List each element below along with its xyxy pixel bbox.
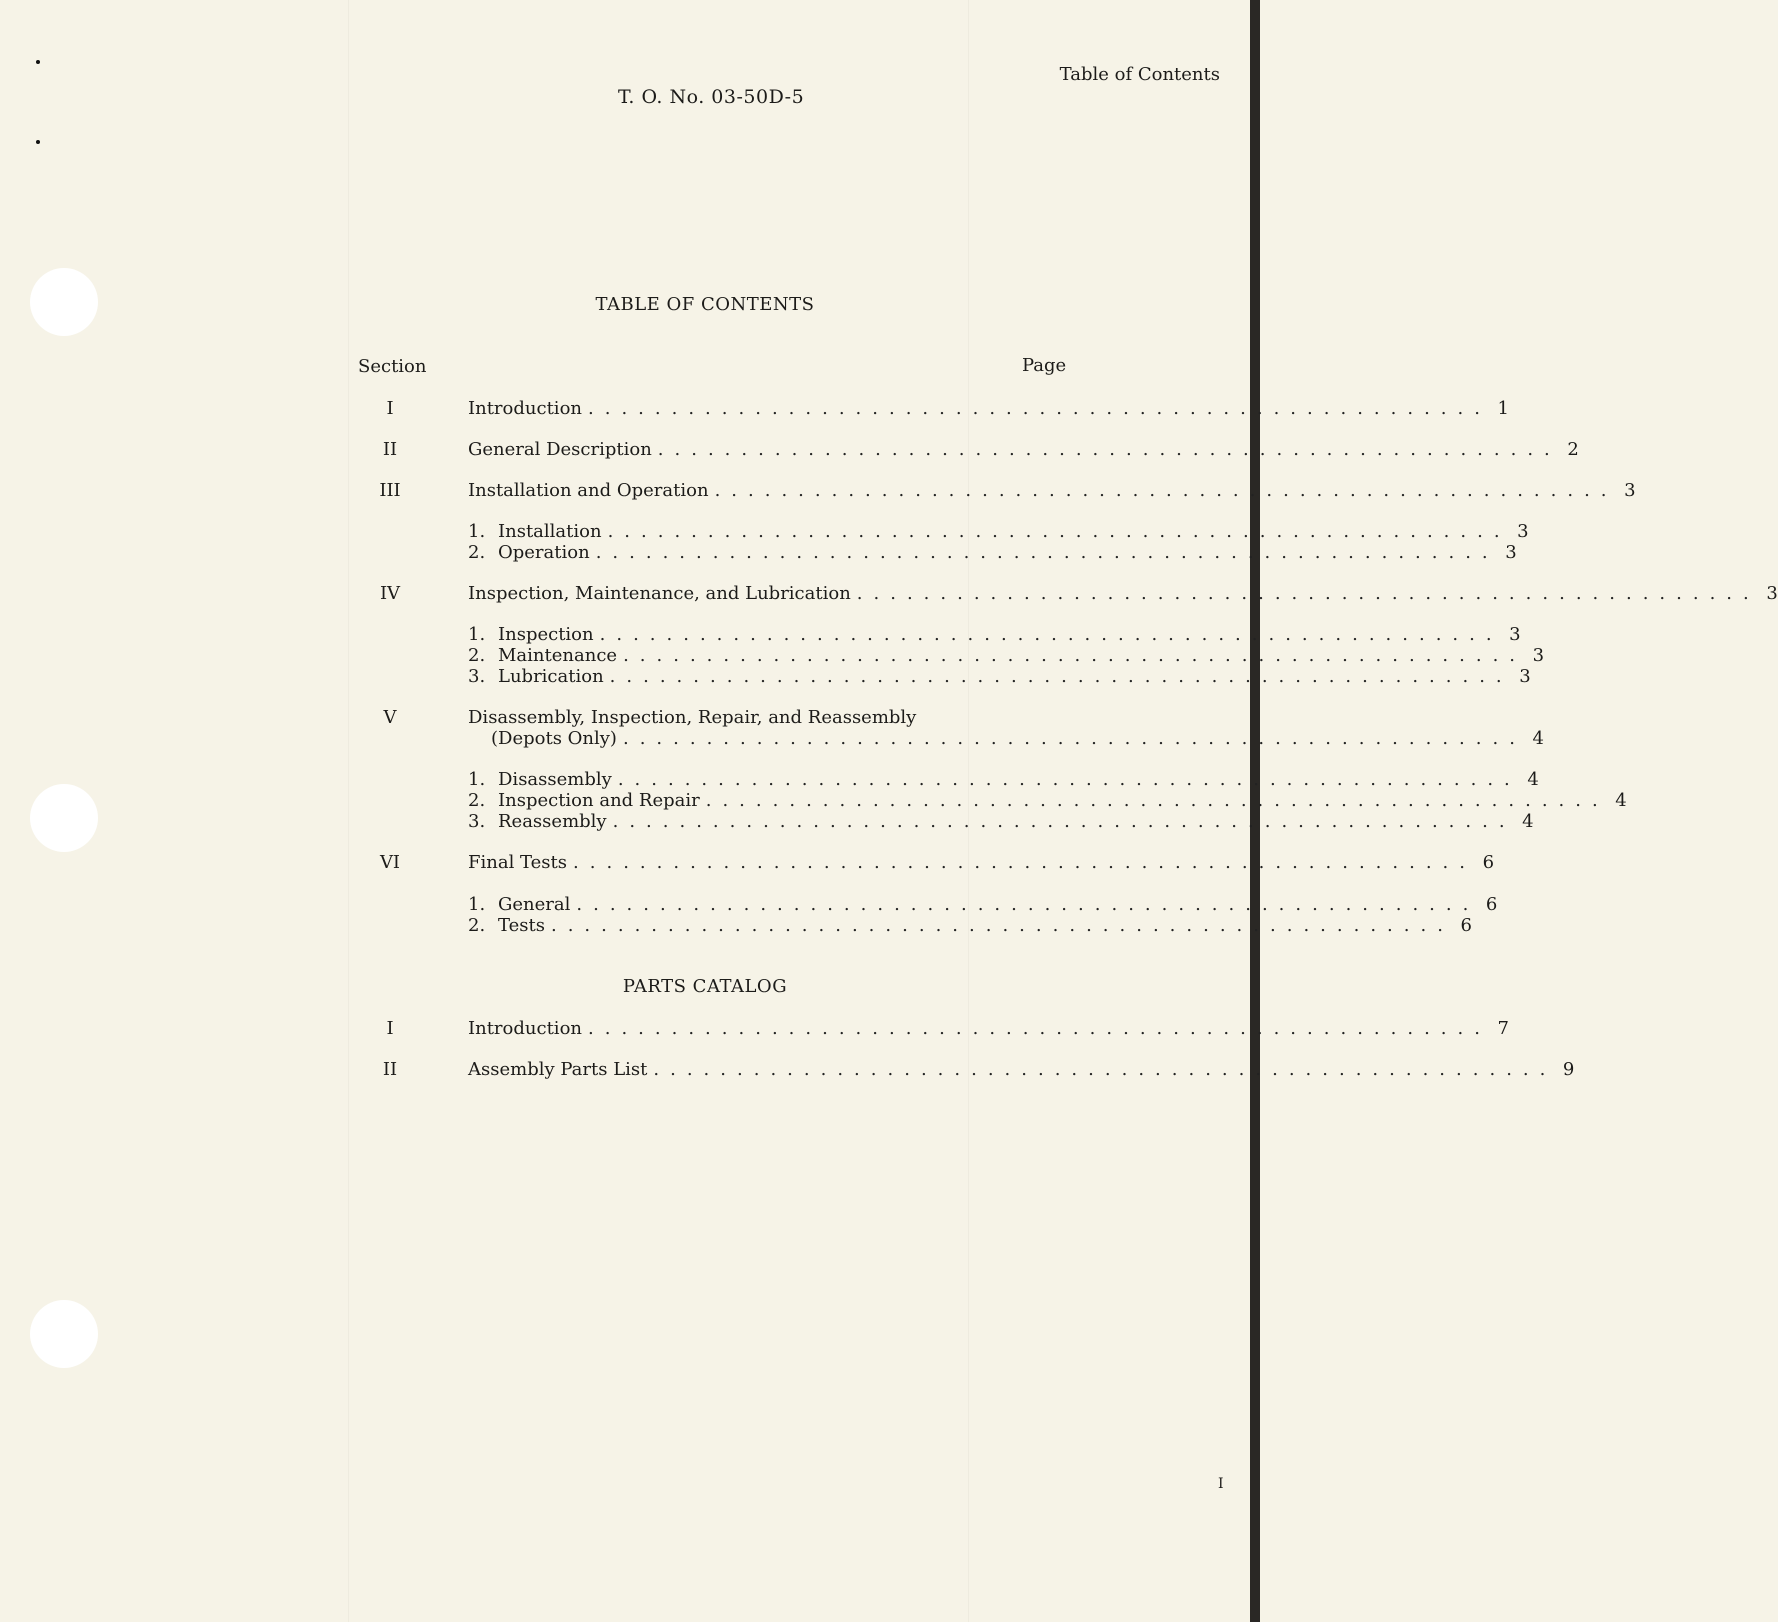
toc-subentry[interactable] <box>468 790 1627 811</box>
toc-entry-title: Inspection, Maintenance, and Lubrication <box>468 583 851 604</box>
toc-subentry-title: Lubrication <box>498 666 604 687</box>
toc-subentry-page: 4 <box>1527 769 1539 790</box>
toc-subentry[interactable] <box>468 666 1531 687</box>
punch-hole <box>30 1300 98 1368</box>
toc-entry-title: Introduction <box>468 1018 582 1039</box>
toc-entry-page: 6 <box>1482 852 1495 873</box>
subentry-number: 2. <box>468 645 486 666</box>
page-column-heading: Page <box>1022 355 1067 376</box>
toc-subentry-title: Maintenance <box>498 645 618 666</box>
subentry-number: 2. <box>468 915 486 936</box>
toc-subentry-title: Inspection <box>498 624 594 645</box>
toc-subentry[interactable] <box>468 894 1498 915</box>
leader-dots: ...................................................... <box>588 398 1491 419</box>
toc-entry-page: 2 <box>1567 439 1579 460</box>
leader-dots: ...................................................... <box>856 583 1760 604</box>
leader-dots: ...................................................... <box>609 666 1513 687</box>
toc-entry[interactable] <box>468 1059 1575 1080</box>
running-head: Table of Contents <box>1059 64 1220 85</box>
toc-subentry-title: Installation <box>498 521 602 542</box>
subentry-number: 2. <box>468 790 486 811</box>
leader-dots: ...................................................... <box>595 542 1499 563</box>
subentry-number: 2. <box>468 542 486 563</box>
toc-entry-page: 3 <box>1624 480 1636 501</box>
toc-entry-title: Introduction <box>468 398 582 419</box>
leader-dots: ...................................................... <box>622 728 1526 749</box>
subentry-number: 1. <box>468 769 486 790</box>
toc-subentry[interactable] <box>468 769 1539 790</box>
toc-subentry[interactable] <box>468 915 1472 936</box>
toc-subentry-page: 6 <box>1485 894 1498 915</box>
leader-dots: ...................................................... <box>576 894 1480 915</box>
leader-dots: ...................................................... <box>550 915 1454 936</box>
scan-speck <box>36 140 40 144</box>
toc-subentry-title: General <box>498 894 571 915</box>
section-number: IV <box>379 583 401 604</box>
toc-entry[interactable] <box>491 728 1544 749</box>
toc-subentry-title: Inspection and Repair <box>498 790 700 811</box>
leader-dots: ...................................................... <box>623 645 1527 666</box>
toc-subentry-page: 3 <box>1519 666 1531 687</box>
leader-dots: ...................................................... <box>653 1059 1557 1080</box>
leader-dots: ...................................................... <box>705 790 1609 811</box>
toc-entry[interactable] <box>468 1018 1509 1039</box>
section-number: V <box>383 707 397 728</box>
toc-entry[interactable] <box>468 398 1509 419</box>
toc-subentry-page: 3 <box>1517 521 1529 542</box>
leader-dots: ...................................................... <box>612 811 1516 832</box>
toc-entry-page: 9 <box>1562 1059 1575 1080</box>
leader-dots: ...................................................... <box>657 439 1561 460</box>
toc-subentry[interactable] <box>468 521 1529 542</box>
toc-subentry[interactable] <box>468 542 1517 563</box>
punch-hole <box>30 784 98 852</box>
toc-entry[interactable] <box>468 583 1778 604</box>
section-number: I <box>386 1018 394 1039</box>
leader-dots: ...................................................... <box>714 480 1618 501</box>
toc-subentry-title: Tests <box>498 915 545 936</box>
section-number: VI <box>379 852 401 873</box>
toc-subentry[interactable] <box>468 811 1534 832</box>
toc-subentry[interactable] <box>468 624 1521 645</box>
toc-entry-title: Assembly Parts List <box>468 1059 648 1080</box>
section-number: II <box>382 439 398 460</box>
toc-entry-title: General Description <box>468 439 652 460</box>
subentry-number: 1. <box>468 521 486 542</box>
toc-entry-page: 3 <box>1766 583 1778 604</box>
toc-entry-page: 1 <box>1497 398 1509 419</box>
leader-dots: ...................................................... <box>607 521 1511 542</box>
section-number: I <box>386 398 394 419</box>
subentry-number: 3. <box>468 666 486 687</box>
subentry-number: 3. <box>468 811 486 832</box>
leader-dots: ...................................................... <box>617 769 1521 790</box>
toc-subentry-page: 6 <box>1460 915 1472 936</box>
leader-dots: ...................................................... <box>599 624 1503 645</box>
toc-entry-title: Final Tests <box>468 852 568 873</box>
toc-subentry-title: Reassembly <box>498 811 607 832</box>
toc-entry-page: 4 <box>1532 728 1544 749</box>
toc-entry-title: Installation and Operation <box>468 480 709 501</box>
page-folio: I <box>1218 1476 1224 1492</box>
toc-subentry-title: Disassembly <box>498 769 612 790</box>
toc-subentry-page: 4 <box>1615 790 1627 811</box>
leader-dots: ...................................................... <box>573 852 1477 873</box>
section-number: III <box>379 480 401 501</box>
toc-entry[interactable] <box>468 852 1495 873</box>
section-number: II <box>382 1059 398 1080</box>
section-column-heading: Section <box>358 356 427 377</box>
scan-speck <box>36 60 40 64</box>
page-fold <box>348 0 349 1622</box>
toc-subentry-page: 3 <box>1505 542 1517 563</box>
toc-subentry-page: 3 <box>1509 624 1521 645</box>
toc-entry-title: Disassembly, Inspection, Repair, and Reassembly <box>468 707 917 728</box>
leader-dots: ...................................................... <box>588 1018 1491 1039</box>
toc-entry[interactable] <box>468 439 1579 460</box>
toc-subentry[interactable] <box>468 645 1545 666</box>
toc-subentry-title: Operation <box>498 542 590 563</box>
toc-subentry-page: 3 <box>1532 645 1545 666</box>
toc-subentry-page: 4 <box>1522 811 1534 832</box>
toc-entry-title-line2: (Depots Only) <box>491 728 617 749</box>
toc-entry[interactable] <box>468 480 1636 501</box>
toc-title: TABLE OF CONTENTS <box>595 294 815 315</box>
parts-catalog-title: PARTS CATALOG <box>622 976 788 997</box>
toc-entry-page: 7 <box>1497 1018 1509 1039</box>
doc-number: T. O. No. 03-50D-5 <box>618 86 805 108</box>
subentry-number: 1. <box>468 894 486 915</box>
subentry-number: 1. <box>468 624 486 645</box>
